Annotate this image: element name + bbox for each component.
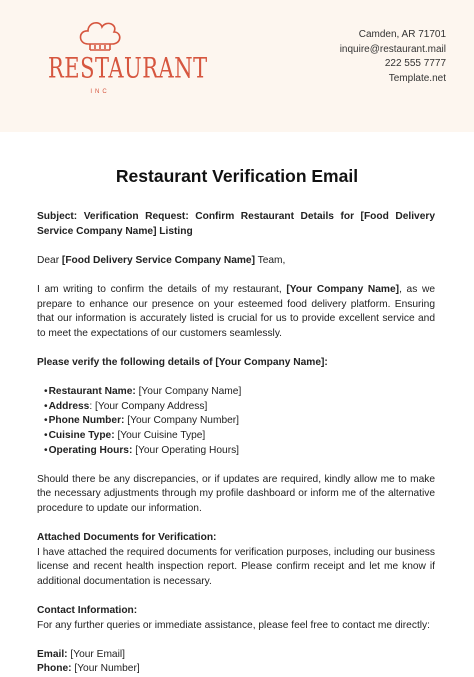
logo-wordmark: RESTAURANT bbox=[48, 52, 208, 85]
verify-heading: Please verify the following details of [Your Company Name]: bbox=[37, 356, 328, 368]
intro-paragraph: I am writing to confirm the details of my restaurant, [Your Company Name], as we prepare to enhance our presence on your esteemed food delivery platform. Ensuring that our information is accurately listed is crucial for us to provide excellent service and to meet the expectations of our customers seamlessly. bbox=[37, 283, 435, 339]
phone-line: Phone: [Your Number] bbox=[37, 663, 140, 675]
chef-hat-icon bbox=[48, 14, 152, 54]
email-line: Email: [Your Email] bbox=[37, 648, 125, 660]
list-item: •Phone Number: [Your Company Number] bbox=[44, 415, 240, 427]
contact-phone: 222 555 7777 bbox=[384, 58, 446, 69]
restaurant-logo bbox=[48, 14, 208, 114]
contact-heading: Contact Information: bbox=[37, 605, 138, 617]
contact-email: inquire@restaurant.mail bbox=[339, 43, 446, 55]
attached-heading: Attached Documents for Verification: bbox=[37, 532, 217, 544]
greeting: Dear [Food Delivery Service Company Name] Team, bbox=[37, 254, 286, 266]
contact-block bbox=[340, 28, 446, 86]
contact-paragraph: For any further queries or immediate assistance, please feel free to contact me directly: bbox=[37, 619, 430, 631]
list-item: •Address: [Your Company Address] bbox=[44, 400, 208, 412]
list-item: •Restaurant Name: [Your Company Name] bbox=[44, 386, 242, 398]
contact-website: Template.net bbox=[388, 72, 446, 84]
page-title: Restaurant Verification Email bbox=[115, 166, 359, 186]
discrepancies-paragraph: Should there be any discrepancies, or if updates are required, kindly allow me to make the necessary adjustments through my profile dashboard or inform me of the alternative procedure to update our information. bbox=[37, 473, 435, 514]
email-body bbox=[37, 210, 435, 677]
details-list bbox=[37, 385, 435, 458]
subject-line: Subject: Verification Request: Confirm Restaurant Details for [Food Delivery Service Company Name] Listing bbox=[37, 211, 435, 237]
letterhead bbox=[0, 0, 474, 132]
attached-paragraph: I have attached the required documents for verification purposes, including our business license and recent health inspection report. Please confirm receipt and let me know if additional documentation is necessary. bbox=[37, 546, 435, 587]
list-item: •Cuisine Type: [Your Cuisine Type] bbox=[44, 429, 206, 441]
contact-address: Camden, AR 71701 bbox=[358, 29, 446, 40]
logo-subtitle: INC bbox=[90, 89, 110, 95]
list-item: •Operating Hours: [Your Operating Hours] bbox=[44, 444, 240, 456]
